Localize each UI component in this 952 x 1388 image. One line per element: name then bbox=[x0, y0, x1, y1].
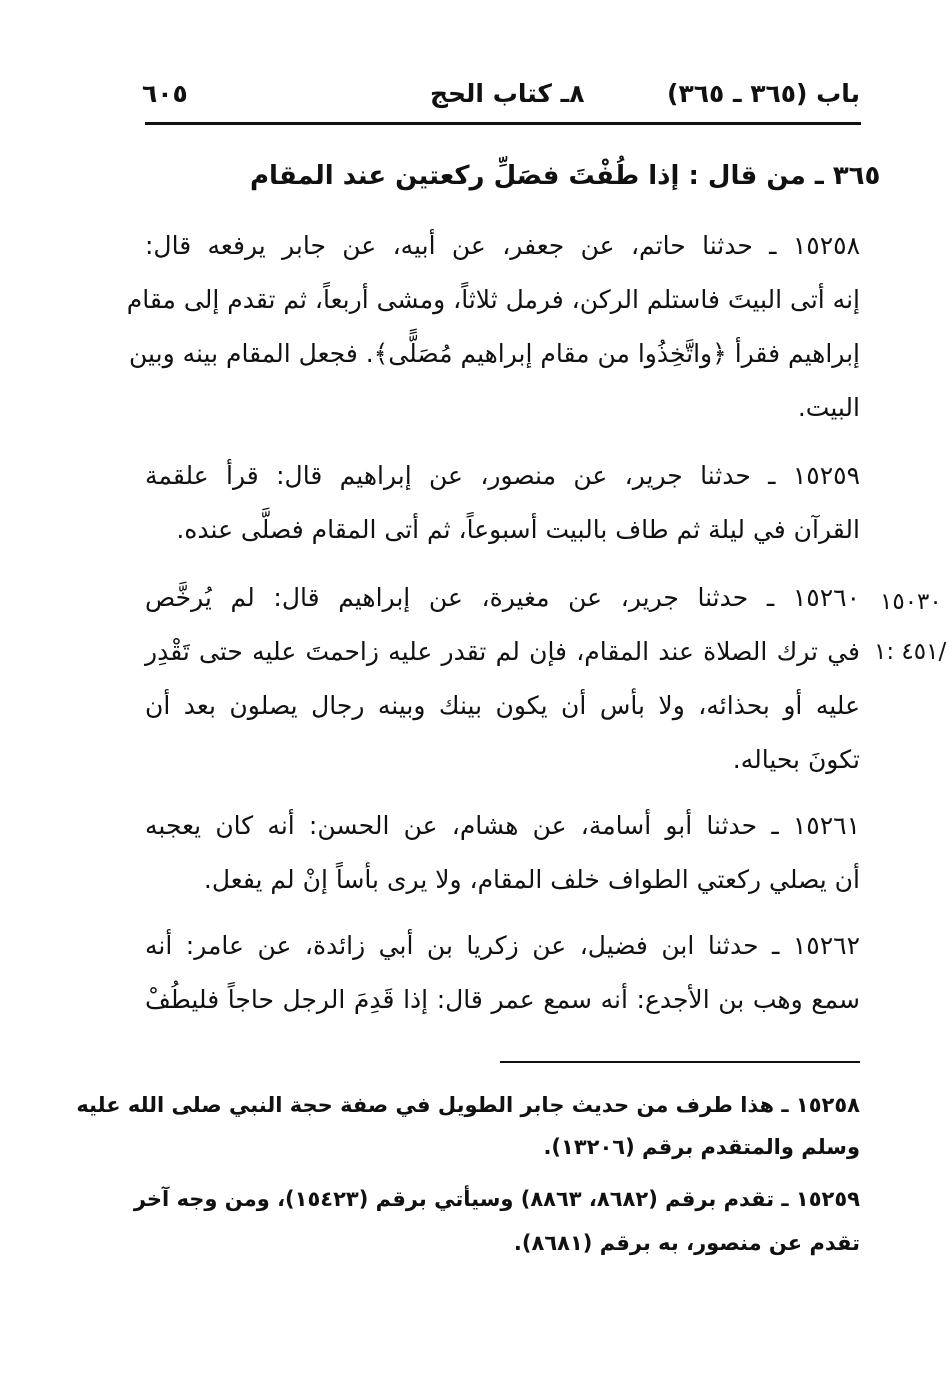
hadith-15260-line-4: تكونَ بحياله. bbox=[732, 745, 860, 774]
hadith-15259-line-2: القرآن في ليلة ثم طاف بالبيت أسبوعاً، ثم أتى المقام فصلَّى عنده. bbox=[176, 515, 860, 544]
margin-note-reference: ١٥٠٣٠ bbox=[880, 589, 942, 615]
footnote-15259-line-2: تقدم عن منصور، به برقم (٨٦٨١). bbox=[513, 1231, 860, 1255]
hadith-15258-line-3: إبراهيم فقرأ ﴿واتَّخِذُوا من مقام إبراهيم مُصَلًّى﴾. فجعل المقام بينه وبين bbox=[129, 339, 860, 368]
hadith-15259-line-1: ١٥٢٥٩ ـ حدثنا جرير، عن منصور، عن إبراهيم قال: قرأ علقمة bbox=[145, 461, 860, 490]
header-rule bbox=[145, 122, 861, 125]
footnote-15259-line-1: ١٥٢٥٩ ـ تقدم برقم (٨٦٨٢، ٨٨٦٣) وسيأتي برقم (١٥٤٢٣)، ومن وجه آخر bbox=[133, 1187, 860, 1211]
hadith-15258-line-1: ١٥٢٥٨ ـ حدثنا حاتم، عن جعفر، عن أبيه، عن جابر يرفعه قال: bbox=[145, 231, 860, 260]
hadith-15261-line-2: أن يصلي ركعتي الطواف خلف المقام، ولا يرى بأساً إنْ لم يفعل. bbox=[203, 865, 860, 894]
margin-note-volume-page: ٤٥١ :١/ bbox=[874, 639, 947, 665]
hadith-15260-line-1: ١٥٢٦٠ ـ حدثنا جرير، عن مغيرة، عن إبراهيم قال: لم يُرخَّص bbox=[145, 583, 860, 612]
header-book-title: ٨ـ كتاب الحج bbox=[430, 79, 585, 108]
hadith-15258-line-4: البيت. bbox=[797, 393, 860, 422]
hadith-15261-line-1: ١٥٢٦١ ـ حدثنا أبو أسامة، عن هشام، عن الحسن: أنه كان يعجبه bbox=[145, 811, 860, 840]
chapter-heading: ٣٦٥ ـ من قال : إذا طُفْتَ فصَلِّ ركعتين عند المقام bbox=[250, 161, 881, 191]
hadith-15262-line-2: سمع وهب بن الأجدع: أنه سمع عمر قال: إذا قَدِمَ الرجل حاجاً فليطُفْ bbox=[145, 985, 860, 1014]
hadith-15260-line-2: في ترك الصلاة عند المقام، فإن لم تقدر عليه زاحمتَ عليه حتى تَقْدِر bbox=[145, 637, 860, 666]
footnote-separator bbox=[500, 1061, 860, 1063]
hadith-15262-line-1: ١٥٢٦٢ ـ حدثنا ابن فضيل، عن زكريا بن أبي زائدة، عن عامر: أنه bbox=[145, 931, 860, 960]
header-chapter-range: باب (٣٦٥ ـ ٣٦٥) bbox=[667, 79, 860, 108]
page-number: ٦٠٥ bbox=[142, 79, 188, 108]
hadith-15258-line-2: إنه أتى البيتَ فاستلم الركن، فرمل ثلاثاً، ومشى أربعاً، ثم تقدم إلى مقام bbox=[126, 285, 860, 314]
hadith-15260-line-3: عليه أو بحذائه، ولا بأس أن يكون بينك وبينه رجال يصلون بعد أن bbox=[145, 691, 860, 720]
footnote-15258-line-1: ١٥٢٥٨ ـ هذا طرف من حديث جابر الطويل في صفة حجة النبي صلى الله عليه bbox=[76, 1093, 860, 1117]
footnote-15258-line-2: وسلم والمتقدم برقم (١٣٢٠٦). bbox=[543, 1135, 860, 1159]
